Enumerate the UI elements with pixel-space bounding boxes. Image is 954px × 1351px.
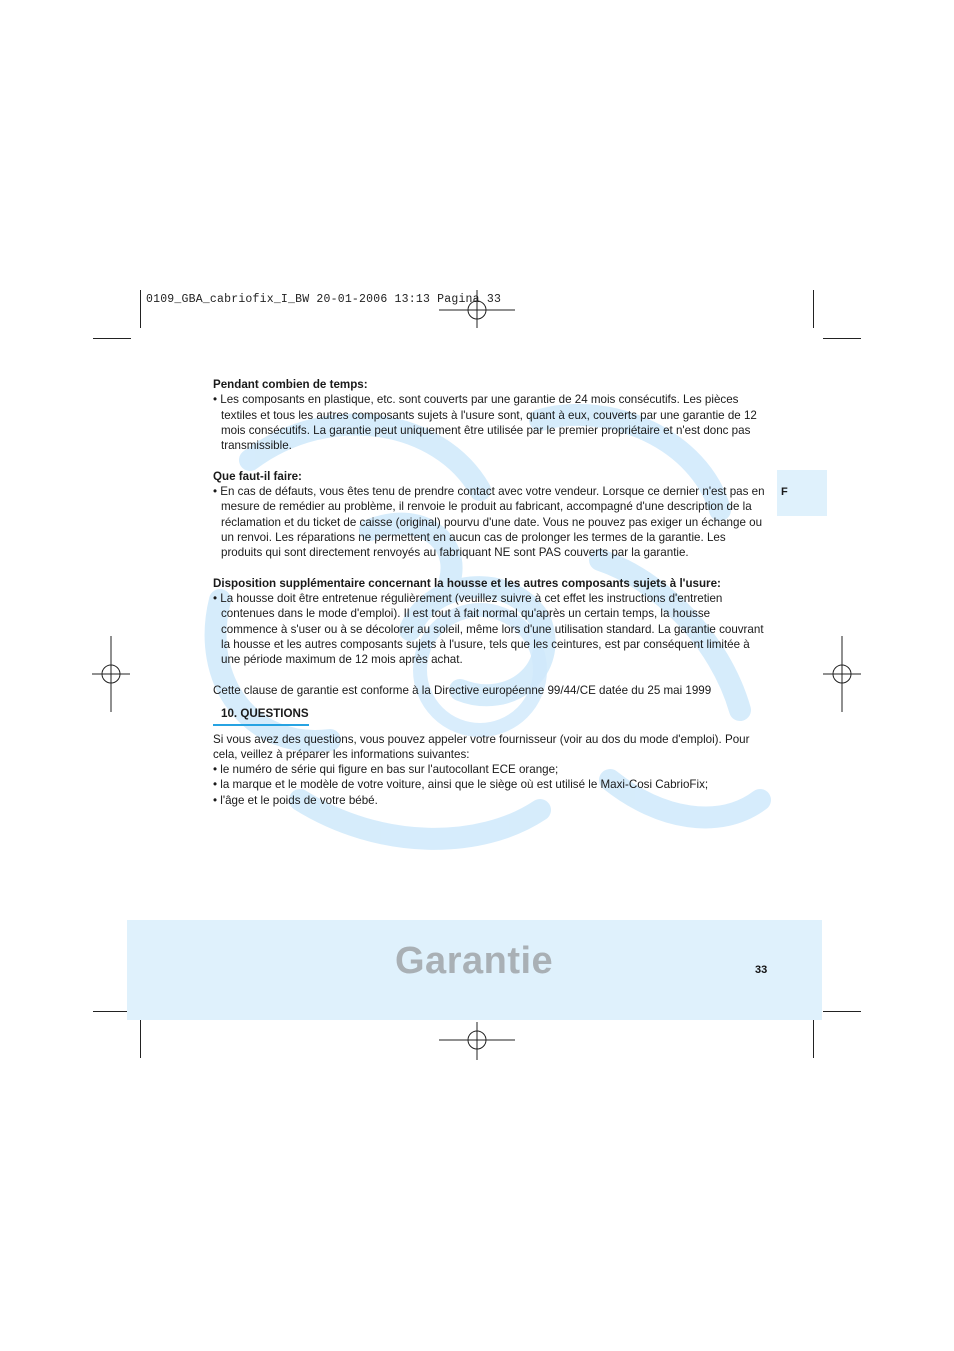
- cover-heading: Disposition supplémentaire concernant la housse et les autres composants sujets à l'usure:: [213, 576, 721, 590]
- action-bullet: • En cas de défauts, vous êtes tenu de prendre contact avec votre vendeur. Lorsque ce dernier n'est pas en mesure de remédier au problème, il renvoie le produit au fabricant, accompagné d'une description de la réclamation et du ticket de caisse (original) pourvu d'une date. Vous ne pouvez pas exiger un échange ou un renvoi. Les réparations ne permettent en aucun cas de prolonger les termes de la garantie. Les produits qui sont directement renvoyés au fabriquant NE sont PAS couverts par la garantie.: [213, 485, 765, 560]
- printer-slug: 0109_GBA_cabriofix_I_BW 20-01-2006 13:13 Pagina 33: [146, 293, 502, 306]
- list-item: • l'âge et le poids de votre bébé.: [213, 793, 378, 807]
- page-number: 33: [755, 964, 768, 976]
- questions-intro: Si vous avez des questions, vous pouvez appeler votre fournisseur (voir au dos du mode d'emploi). Pour cela, veillez à préparer les informations suivantes:: [213, 732, 750, 761]
- duration-heading: Pendant combien de temps:: [213, 378, 368, 391]
- language-tab-label: F: [781, 486, 788, 498]
- registration-mark-top: [439, 290, 515, 328]
- registration-mark-bottom: [439, 1022, 515, 1060]
- language-tab: [777, 470, 827, 516]
- cover-bullet: • La housse doit être entretenue régulièrement (veuillez suivre à cet effet les instructions d'entretien contenues dans le mode d'emploi). Il est tout à fait normal qu'après un certain temps, la housse commence à s'user ou à se décolorer au soleil, même lors d'une utilisation standard. La garantie couvrant la housse et les autres composants sujets à l'usure, tels que les ceintures, est par conséquent limitée à une période maximum de 12 mois après achat.: [213, 592, 764, 667]
- action-heading: Que faut-il faire:: [213, 469, 302, 483]
- warranty-clause: Cette clause de garantie est conforme à la Directive européenne 99/44/CE datée du 25 mai 1999: [213, 683, 712, 697]
- warranty-content: [213, 377, 768, 808]
- list-item: • la marque et le modèle de votre voiture, ainsi que le siège où est utilisé le Maxi-Cosi CabrioFix;: [213, 778, 709, 792]
- page-title: Garantie: [395, 940, 554, 982]
- duration-bullet: • Les composants en plastique, etc. sont couverts par une garantie de 24 mois consécutifs. Les pièces textiles et tous les autres composants sujets à l'usure sont, quant à eux, couverts par une garantie de 12 mois consécutifs. La garantie peut uniquement être utilisée par le premier propriétaire et n'est donc pas transmissible.: [213, 393, 757, 453]
- registration-mark-right: [823, 636, 861, 712]
- list-item: • le numéro de série qui figure en bas sur l'autocollant ECE orange;: [213, 763, 559, 777]
- registration-mark-left: [92, 636, 130, 712]
- footer-band: [127, 920, 822, 1020]
- questions-heading: 10. QUESTIONS: [213, 706, 309, 725]
